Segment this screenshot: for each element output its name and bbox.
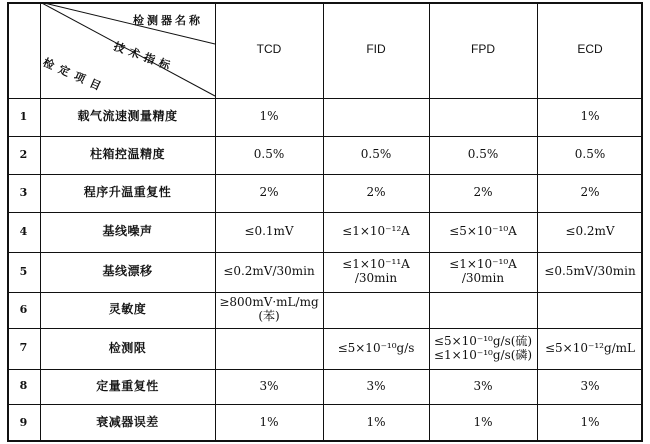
cell-value-stack — [244, 225, 293, 239]
row-item-name: 载气流速测量精度 — [77, 109, 178, 124]
cell-tcd — [215, 328, 323, 369]
cell-value-line: ≤0.5mV/30min — [544, 264, 636, 279]
column-divider — [429, 2, 430, 442]
cell-value-line: 0.5% — [467, 147, 499, 162]
cell-value-stack — [366, 416, 385, 430]
cell-value-stack — [338, 342, 415, 356]
cell-value-stack — [449, 258, 517, 286]
cell-fpd — [429, 369, 537, 404]
cell-value-line: ≤0.1mV — [244, 224, 294, 239]
column-header-fid: FID — [366, 42, 386, 57]
cell-ecd — [537, 98, 643, 136]
cell-ecd — [537, 328, 643, 369]
cell-fpd — [429, 404, 537, 442]
cell-value-stack — [468, 148, 499, 162]
cell-fpd — [429, 252, 537, 292]
cell-fid — [323, 98, 429, 136]
column-header-fpd: FPD — [471, 42, 495, 57]
cell-value-line: ≤5×10⁻¹⁰A — [449, 224, 517, 239]
column-divider — [40, 2, 41, 442]
cell-value-stack — [342, 225, 410, 239]
cell-value-stack — [259, 380, 278, 394]
row-item-name: 定量重复性 — [96, 378, 159, 393]
cell-value-stack — [565, 225, 614, 239]
row-index: 2 — [19, 147, 28, 161]
cell-fid — [323, 328, 429, 369]
cell-value-stack — [545, 342, 635, 356]
cell-fid — [323, 404, 429, 442]
cell-fid — [323, 292, 429, 328]
cell-value-line: ≤5×10⁻¹²g/mL — [544, 340, 636, 355]
cell-value-line: 2% — [366, 185, 386, 200]
row-item-name: 基线噪声 — [102, 224, 153, 239]
row-index: 6 — [19, 302, 28, 316]
header-detector-name: 检测器名称 — [133, 14, 203, 27]
cell-value-stack — [575, 148, 606, 162]
cell-value-stack — [223, 265, 314, 279]
cell-value-line: ≤5×10⁻¹⁰g/s — [337, 340, 415, 355]
cell-value-stack — [219, 296, 318, 324]
cell-value-line: 0.5% — [574, 147, 606, 162]
row-index: 8 — [19, 379, 28, 393]
column-divider — [537, 2, 538, 442]
cell-value-line: 3% — [473, 378, 493, 393]
cell-value-line: 2% — [580, 185, 600, 200]
cell-value-line: (苯) — [258, 309, 280, 323]
cell-tcd — [215, 292, 323, 328]
cell-fpd — [429, 174, 537, 212]
row-index: 9 — [19, 415, 28, 429]
cell-value-line: ≤0.2mV — [565, 224, 615, 239]
cell-ecd — [537, 212, 643, 252]
row-item-name: 检测限 — [108, 340, 147, 355]
cell-fpd — [429, 328, 537, 369]
row-item-name: 衰减器误差 — [96, 415, 159, 430]
cell-fpd — [429, 98, 537, 136]
cell-value-line: ≤0.2mV/30min — [223, 264, 315, 279]
cell-fid — [323, 174, 429, 212]
cell-value-stack — [342, 258, 410, 286]
row-divider — [7, 328, 643, 329]
cell-value-line: ≤5×10⁻¹⁰g/s(硫) — [433, 333, 533, 348]
cell-value-stack — [366, 186, 385, 200]
cell-value-stack — [366, 380, 385, 394]
cell-ecd — [537, 292, 643, 328]
cell-value-stack — [580, 416, 599, 430]
cell-value-stack — [544, 265, 635, 279]
row-index: 1 — [19, 109, 28, 123]
cell-ecd — [537, 369, 643, 404]
cell-value-line: 2% — [473, 185, 493, 200]
row-divider — [7, 369, 643, 370]
cell-value-line: 1% — [580, 109, 600, 124]
cell-value-line: 1% — [473, 415, 493, 430]
cell-value-line: 0.5% — [253, 147, 285, 162]
row-item-name: 灵敏度 — [108, 302, 147, 317]
cell-value-stack — [473, 186, 492, 200]
row-divider — [7, 252, 643, 253]
row-index: 7 — [19, 341, 28, 355]
cell-value-stack — [580, 186, 599, 200]
row-index: 5 — [19, 264, 28, 278]
cell-fid — [323, 369, 429, 404]
cell-value-line: ≤1×10⁻¹¹A — [342, 257, 410, 272]
cell-value-line: 3% — [580, 378, 600, 393]
cell-value-stack — [254, 148, 285, 162]
cell-value-stack — [361, 148, 392, 162]
row-divider — [7, 404, 643, 405]
cell-value-line: /30min — [354, 271, 398, 285]
cell-value-stack — [449, 225, 517, 239]
row-item-name: 程序升温重复性 — [83, 185, 172, 200]
cell-value-line: 1% — [259, 109, 279, 124]
cell-fpd — [429, 212, 537, 252]
cell-value-stack — [434, 335, 532, 363]
cell-value-line: ≤1×10⁻¹²A — [342, 224, 410, 239]
cell-fid — [323, 252, 429, 292]
row-divider — [7, 292, 643, 293]
cell-value-stack — [473, 380, 492, 394]
cell-value-line: ≥800mV·mL/mg — [219, 295, 319, 310]
cell-value-line: 1% — [366, 415, 386, 430]
cell-fid — [323, 212, 429, 252]
row-divider — [7, 174, 643, 175]
cell-value-stack — [473, 416, 492, 430]
column-header-tcd: TCD — [256, 42, 282, 57]
cell-value-line: 1% — [580, 415, 600, 430]
cell-ecd — [537, 404, 643, 442]
row-index: 4 — [19, 224, 28, 238]
cell-value-line: 3% — [366, 378, 386, 393]
cell-value-line: /30min — [461, 271, 505, 285]
cell-value-stack — [259, 416, 278, 430]
cell-tcd — [215, 369, 323, 404]
row-divider — [7, 212, 643, 213]
row-divider — [7, 136, 643, 137]
cell-fid — [323, 136, 429, 174]
cell-value-line: ≤1×10⁻¹⁰A — [449, 257, 517, 272]
spec-table — [7, 2, 643, 442]
header-tech-index: 技术指标 — [111, 39, 177, 74]
header-check-item: 检定项目 — [40, 55, 109, 96]
column-divider — [323, 2, 324, 442]
row-index: 3 — [19, 185, 28, 199]
cell-value-stack — [580, 110, 599, 124]
cell-tcd — [215, 174, 323, 212]
row-divider — [7, 98, 643, 99]
cell-value-line: 1% — [259, 415, 279, 430]
cell-ecd — [537, 252, 643, 292]
row-item-name: 柱箱控温精度 — [89, 147, 165, 162]
cell-value-line: 0.5% — [360, 147, 392, 162]
cell-value-stack — [259, 186, 278, 200]
column-header-ecd: ECD — [577, 42, 603, 57]
cell-fpd — [429, 136, 537, 174]
cell-tcd — [215, 404, 323, 442]
cell-ecd — [537, 174, 643, 212]
cell-value-stack — [259, 110, 278, 124]
cell-tcd — [215, 212, 323, 252]
cell-tcd — [215, 98, 323, 136]
cell-value-line: ≤1×10⁻¹⁰g/s(磷) — [433, 347, 533, 362]
cell-fpd — [429, 292, 537, 328]
column-divider — [215, 2, 216, 442]
cell-value-line: 2% — [259, 185, 279, 200]
cell-value-line: 3% — [259, 378, 279, 393]
row-item-name: 基线漂移 — [102, 264, 153, 279]
cell-ecd — [537, 136, 643, 174]
cell-tcd — [215, 252, 323, 292]
cell-value-stack — [580, 380, 599, 394]
cell-tcd — [215, 136, 323, 174]
